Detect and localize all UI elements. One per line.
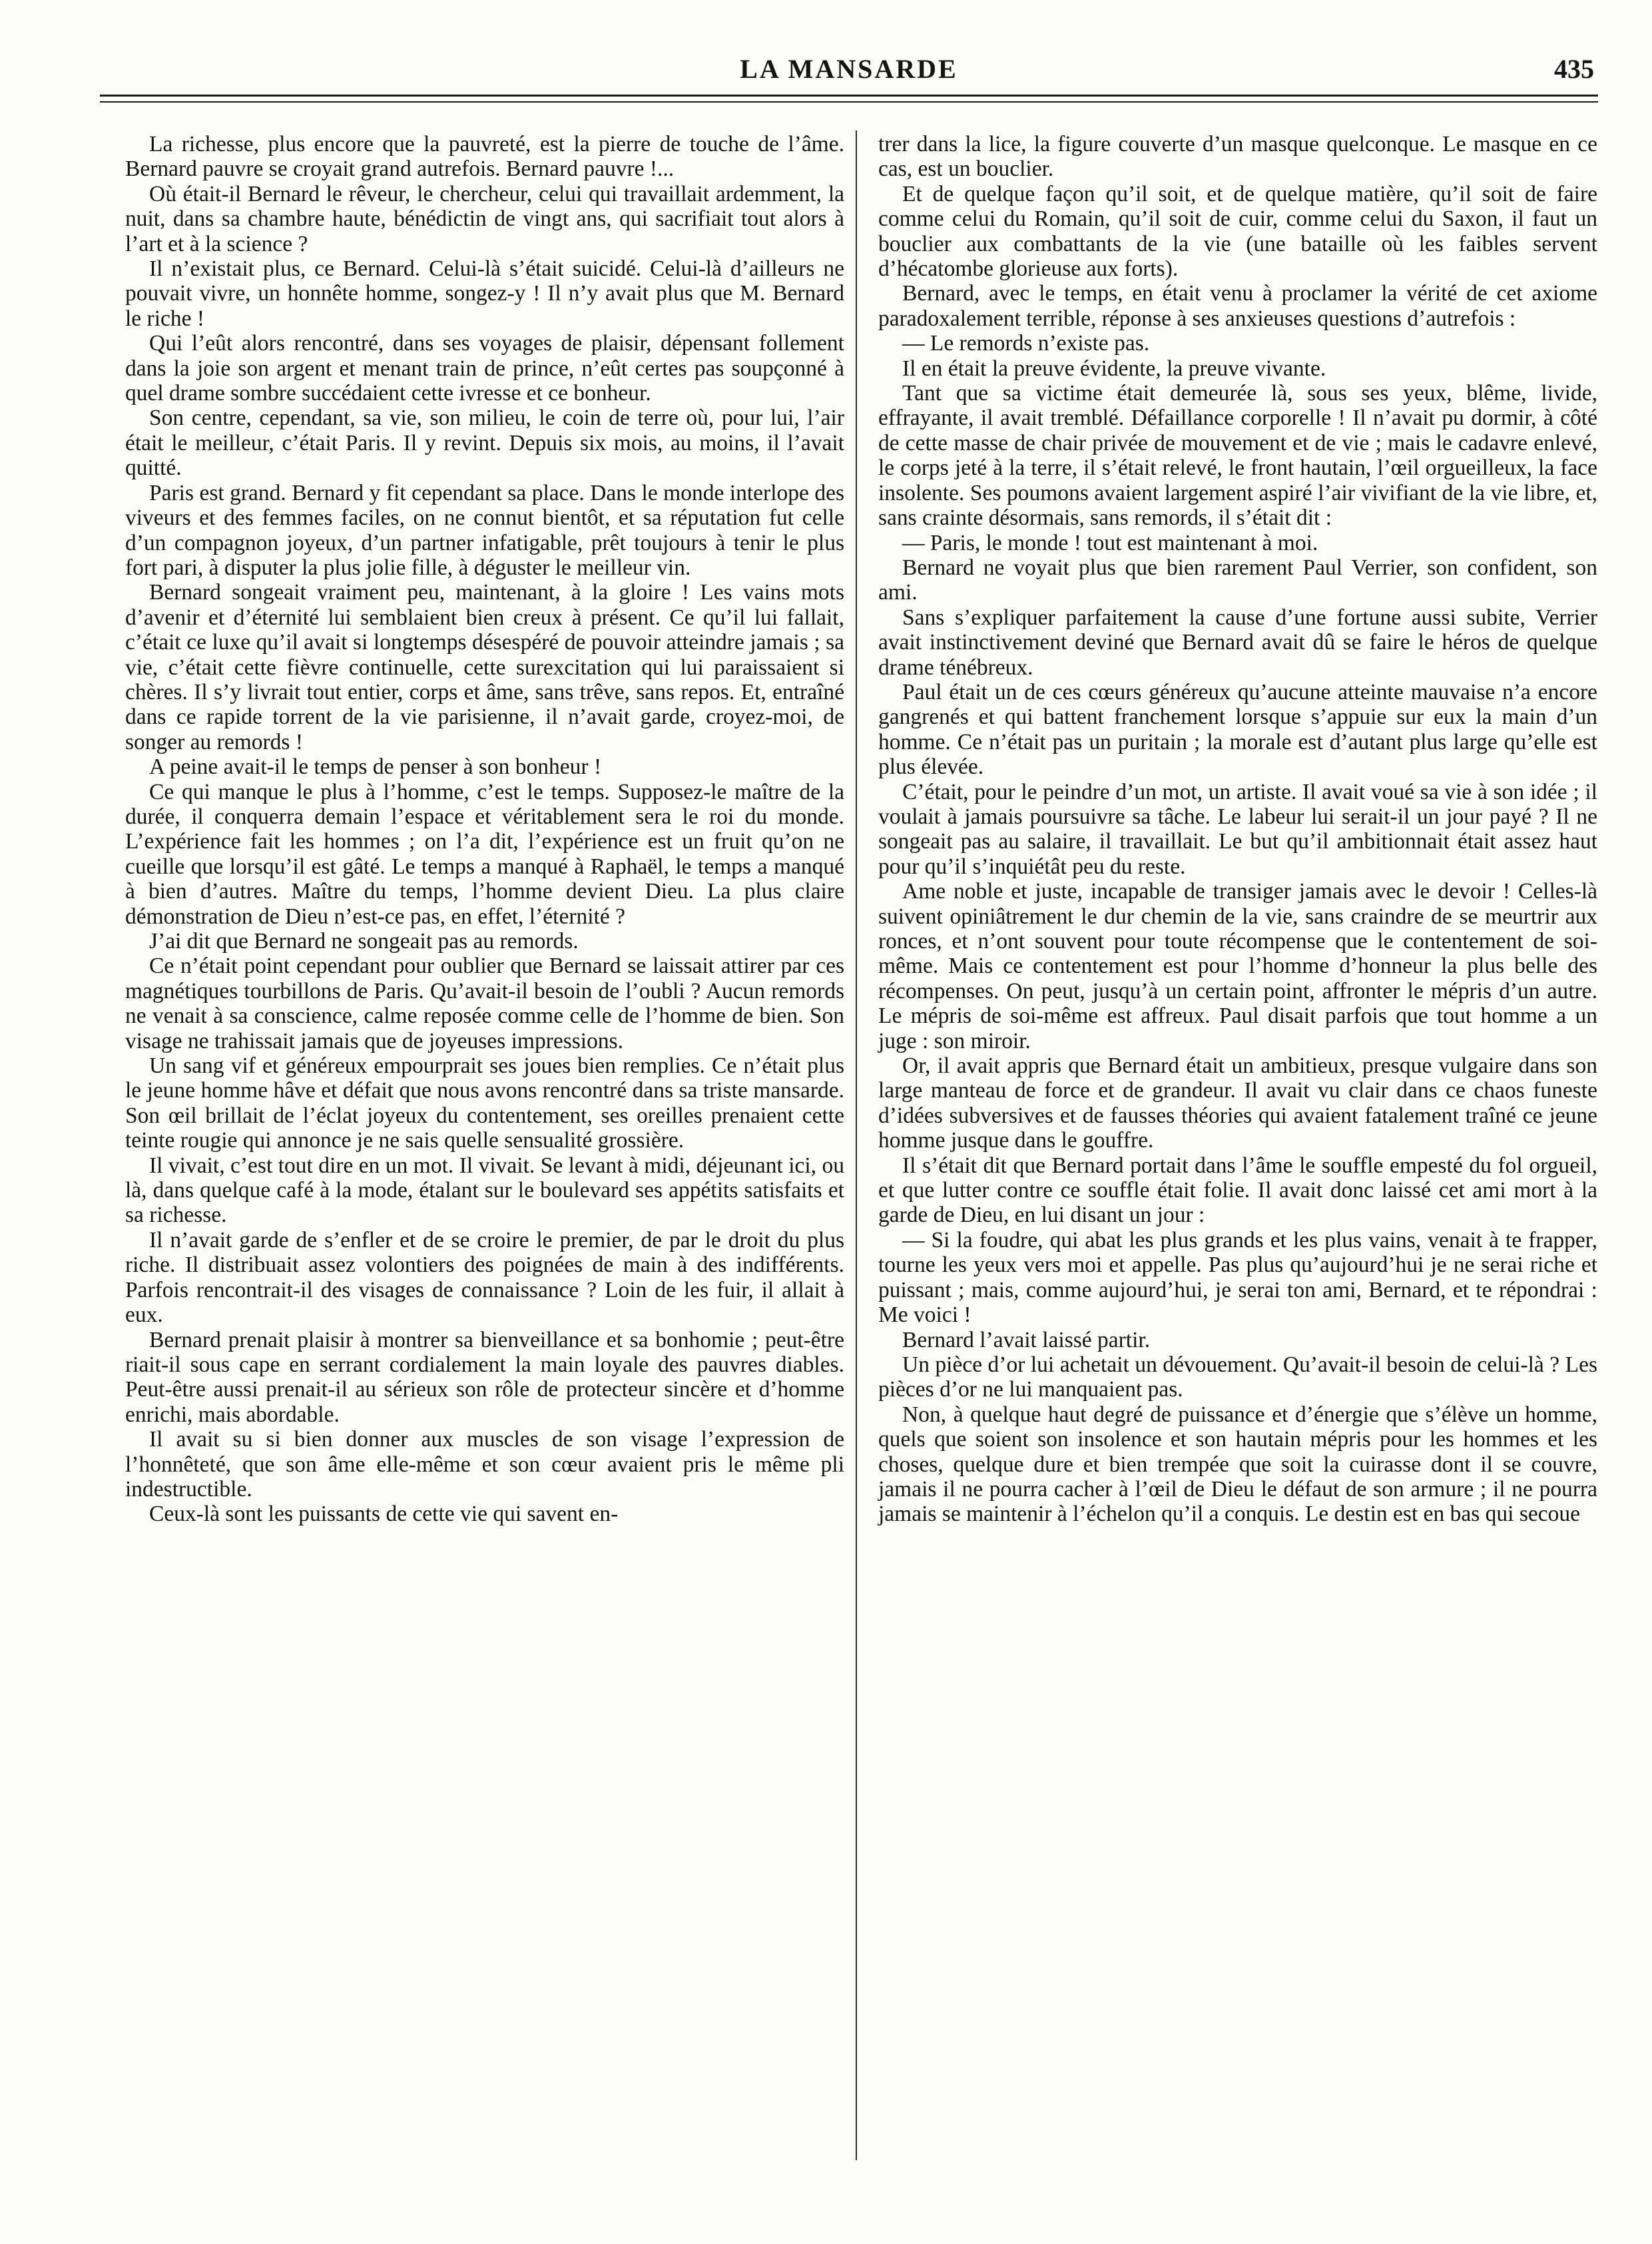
paragraph: Or, il avait appris que Bernard était un ambitieux, presque vulgaire dans son large manteau de force et de grandeur. Il avait vu clair dans ce chaos funeste d’idées subversives et de fausses théories qui avaient fatalement traîné ce jeune homme jusque dans le gouffre. xyxy=(878,1053,1597,1153)
paragraph: trer dans la lice, la figure couverte d’un masque quelconque. Le masque en ce cas, est un bouclier. xyxy=(878,132,1597,182)
column-divider xyxy=(856,131,857,2160)
paragraph: Il s’était dit que Bernard portait dans l’âme le souffle empesté du fol orgueil, et que lutter contre ce souffle était folie. Il avait donc laissé cet ami mort à la garde de Dieu, en lui disant un jour : xyxy=(878,1153,1597,1228)
paragraph: Il en était la preuve évidente, la preuve vivante. xyxy=(902,356,1326,381)
paragraph: Tant que sa victime était demeurée là, sous ses yeux, blême, livide, effrayante, il avait tremblé. Défaillance corporelle ! Il n’avait pu dormir, à côté de cette masse de chair privée de mouvement et de vie ; mais le cadavre enlevé, le corps jeté à la terre, il s’était relevé, le front hautain, l’œil orgueilleux, la face insolente. Ses poumons avaient largement aspiré l’air vivifiant de la vie libre, et, sans crainte désormais, sans remords, il s’était dit : xyxy=(878,381,1597,531)
paragraph: — Paris, le monde ! tout est maintenant à moi. xyxy=(902,530,1318,555)
paragraph: Ce qui manque le plus à l’homme, c’est le temps. Supposez-le maître de la durée, il conquerra demain l’espace et véritablement sera le roi du monde. L’expérience fait les hommes ; on l’a dit, l’expérience est un fruit qu’on ne cueille que lorsqu’il est gâté. Le temps a manqué à Raphaël, le temps a manqué à bien d’autres. Maître du temps, l’homme devient Dieu. La plus claire démonstration de Dieu n’est-ce pas, en effet, l’éternité ? xyxy=(125,779,844,929)
paragraph: Un pièce d’or lui achetait un dévouement. Qu’avait-il besoin de celui-là ? Les pièces d’or ne lui manquaient pas. xyxy=(878,1352,1597,1402)
paragraph: Non, à quelque haut degré de puissance et d’énergie que s’élève un homme, quels que soient son insolence et son hautain mépris pour les hommes et les choses, quelque dure et bien trempée que soit la cuirasse dont il se couvre, jamais il ne pourra cacher à l’œil de Dieu le défaut de son armure ; il ne pourra jamais se maintenir à l’échelon qu’il a conquis. Le destin est en bas qui secoue xyxy=(878,1402,1597,1527)
header-rule xyxy=(100,95,1598,97)
paragraph: Qui l’eût alors rencontré, dans ses voyages de plaisir, dépensant follement dans la joie son argent et menant train de prince, n’eût certes pas soupçonné à quel drame sombre succédaient cette ivresse et ce bonheur. xyxy=(125,331,844,406)
paragraph: Et de quelque façon qu’il soit, et de quelque matière, qu’il soit de faire comme celui du Romain, qu’il soit de cuir, comme celui du Saxon, il faut un bouclier aux combattants de la vie (une bataille où les faibles servent d’hécatombe glorieuse aux forts). xyxy=(878,181,1597,282)
paragraph: A peine avait-il le temps de penser à son bonheur ! xyxy=(149,754,602,780)
right-column xyxy=(878,132,1597,1527)
paragraph: Où était-il Bernard le rêveur, le chercheur, celui qui travaillait ardemment, la nuit, dans sa chambre haute, bénédictin de vingt ans, qui sacrifiait tout alors à l’art et à la science ? xyxy=(125,181,844,256)
paragraph: Son centre, cependant, sa vie, son milieu, le coin de terre où, pour lui, l’air était le meilleur, c’était Paris. Il y revint. Depuis six mois, au moins, il l’avait quitté. xyxy=(125,406,844,481)
page-header xyxy=(100,52,1598,105)
paragraph: — Le remords n’existe pas. xyxy=(902,331,1150,356)
paragraph: Un sang vif et généreux empourprait ses joues bien remplies. Ce n’était plus le jeune homme hâve et défait que nous avons rencontré dans sa triste mansarde. Son œil brillait de l’éclat joyeux du contentement, ses oreilles prenaient cette teinte rougie qui annonce je ne sais quelle sensualité grossière. xyxy=(125,1053,844,1153)
paragraph: Ce n’était point cependant pour oublier que Bernard se laissait attirer par ces magnétiques tourbillons de Paris. Qu’avait-il besoin de l’oubli ? Aucun remords ne venait à sa conscience, calme reposée comme celle de l’homme de bien. Son visage ne trahissait jamais que de joyeuses impressions. xyxy=(125,954,844,1053)
paragraph: Ceux-là sont les puissants de cette vie qui savent en- xyxy=(149,1502,619,1527)
paragraph: Il avait su si bien donner aux muscles de son visage l’expression de l’honnêteté, que son âme elle-même et son cœur avaient pris le même pli indestructible. xyxy=(125,1427,844,1502)
paragraph: Bernard, avec le temps, en était venu à proclamer la vérité de cet axiome paradoxalement terrible, réponse à ses anxieuses questions d’autrefois : xyxy=(878,281,1597,331)
paragraph: Bernard prenait plaisir à montrer sa bienveillance et sa bonhomie ; peut-être riait-il sous cape en serrant cordialement la main loyale des pauvres diables. Peut-être aussi prenait-il au sérieux son rôle de protecteur sincère et d’homme enrichi, mais abordable. xyxy=(125,1327,844,1427)
paragraph: Paul était un de ces cœurs généreux qu’aucune atteinte mauvaise n’a encore gangrenés et qui battent franchement lorsque s’appuie sur eux la main d’un homme. Ce n’était pas un puritain ; la morale est d’autant plus large qu’elle est plus élevée. xyxy=(878,679,1597,780)
paragraph: Il vivait, c’est tout dire en un mot. Il vivait. Se levant à midi, déjeunant ici, ou là, dans quelque café à la mode, étalant sur le boulevard ses appétits satisfaits et sa richesse. xyxy=(125,1153,844,1228)
paragraph: Bernard songeait vraiment peu, maintenant, à la gloire ! Les vains mots d’avenir et d’éternité lui semblaient bien creux à présent. Ce qu’il lui fallait, c’était ce luxe qu’il avait si longtemps désespéré de pouvoir atteindre jamais ; sa vie, c’était cette fièvre continuelle, cette surexcitation qui lui paraissaient si chères. Il s’y livrait tout entier, corps et âme, sans trêve, sans repos. Et, entraîné dans ce rapide torrent de la vie parisienne, il n’avait garde, croyez-moi, de songer au remords ! xyxy=(125,580,844,754)
paragraph: Sans s’expliquer parfaitement la cause d’une fortune aussi subite, Verrier avait instinctivement deviné que Bernard avait dû se faire le héros de quelque drame ténébreux. xyxy=(878,605,1597,680)
page-number: 435 xyxy=(1554,54,1594,84)
left-column xyxy=(125,132,844,1527)
paragraph: Il n’existait plus, ce Bernard. Celui-là s’était suicidé. Celui-là d’ailleurs ne pouvait vivre, un honnête homme, songez-y ! Il n’y avait plus que M. Bernard le riche ! xyxy=(125,256,844,331)
paragraph: Paris est grand. Bernard y fit cependant sa place. Dans le monde interlope des viveurs et des femmes faciles, on ne connut bientôt, et sa réputation fut celle d’un compagnon joyeux, d’un partner infatigable, prêt toujours à tenir le plus fort pari, à disputer la plus jolie fille, à déguster le meilleur vin. xyxy=(125,480,844,580)
paragraph: Il n’avait garde de s’enfler et de se croire le premier, de par le droit du plus riche. Il distribuait assez volontiers des poignées de main à des indifférents. Parfois rencontrait-il des visages de connaissance ? Loin de les fuir, il allait à eux. xyxy=(125,1227,844,1328)
paragraph: La richesse, plus encore que la pauvreté, est la pierre de touche de l’âme. Bernard pauvre se croyait grand autrefois. Bernard pauvre !... xyxy=(125,132,844,182)
paragraph: — Si la foudre, qui abat les plus grands et les plus vains, venait à te frapper, tourne les yeux vers moi et appelle. Pas plus qu’aujourd’hui je ne serai riche et puissant ; mais, comme aujourd’hui, je serai ton ami, Bernard, et te répondrai : Me voici ! xyxy=(878,1227,1597,1328)
paragraph: Bernard l’avait laissé partir. xyxy=(902,1327,1151,1352)
running-title: LA MANSARDE xyxy=(740,54,958,84)
paragraph: C’était, pour le peindre d’un mot, un artiste. Il avait voué sa vie à son idée ; il voulait à jamais poursuivre sa tâche. Le labeur lui serait-il un jour payé ? Il ne songeait pas au salaire, il travaillait. Le but qu’il ambitionnait était assez haut pour qu’il s’inquiétât peu du reste. xyxy=(878,779,1597,879)
paragraph: J’ai dit que Bernard ne songeait pas au remords. xyxy=(149,929,579,954)
paragraph: Bernard ne voyait plus que bien rarement Paul Verrier, son confident, son ami. xyxy=(878,555,1597,605)
paragraph: Ame noble et juste, incapable de transiger jamais avec le devoir ! Celles-là suivent opiniâtrement le dur chemin de la vie, sans craindre de se meurtrir aux ronces, et n’ont souvent pour toute récompense que le contentement de soi-même. Mais ce contentement est pour l’homme d’honneur la plus belle des récompenses. On peut, jusqu’à un certain point, affronter le mépris d’un autre. Le mépris de soi-même est affreux. Paul disait parfois que tout homme a un juge : son miroir. xyxy=(878,879,1597,1053)
header-rule-thin xyxy=(100,101,1598,103)
